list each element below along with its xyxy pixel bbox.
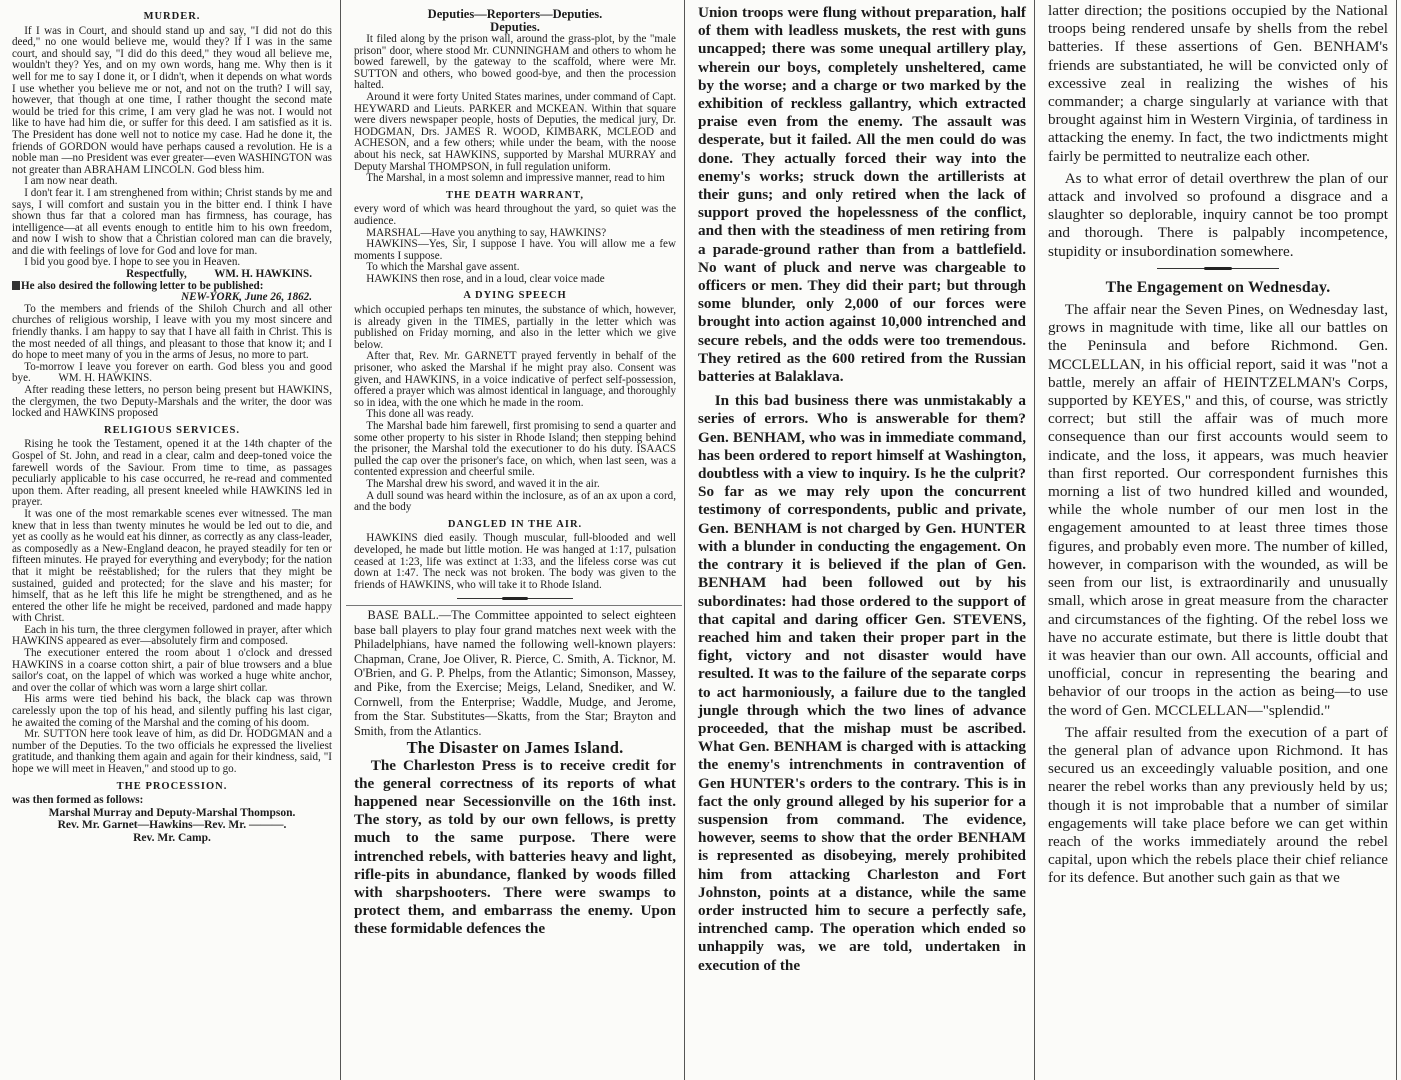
procession-line: Marshal Murray and Deputy-Marshal Thompson. <box>48 806 296 819</box>
paragraph: The Marshal drew his sword, and waved it in the air. <box>366 477 600 490</box>
paragraph: Mr. SUTTON here took leave of him, as did Dr. HODGMAN and a number of the Deputies. To the two officials he expressed the liveliest gratitude, and thanking them again and again for their kindness, said, "I hope we will meet in Heaven," and stood up to go. <box>12 728 332 775</box>
section-heading-james-island: The Disaster on James Island. <box>406 737 624 757</box>
column-3 <box>688 0 1030 1080</box>
section-heading-engagement: The Engagement on Wednesday. <box>1105 278 1331 296</box>
ink-blot-icon <box>12 281 20 290</box>
paragraph: It filed along by the prison wall, around the grass-plot, by the "male prison" door, where stood Mr. CUNNINGHAM and others to whom he bowed farewell, by the gateway to the scaffold, where were Mr. SUTTON and others, who bowed good-bye, and then the procession halted. <box>354 33 676 92</box>
procession-list <box>12 807 332 845</box>
paragraph: The executioner entered the room about 1 o'clock and dressed HAWKINS in a coarse cotton shirt, a pair of blue trowsers and a blue sailor's coat, on the lappel of which was worked a huge white anchor, and over the collar of which was worn a large shirt collar. <box>12 647 332 694</box>
column-rule <box>1396 0 1397 1080</box>
paragraph: The Marshal bade him farewell, first promising to send a quarter and some other property to his sister in Rhode Island; then stepping behind the prisoner, the Marshal told the executioner to do his duty. ISAACS pulled the cap over the prisoner's face, on which, when last seen, was a contented expression and cheerful smile. <box>354 420 676 479</box>
paragraph-base-ball: BASE BALL.—The Committee appointed to select eighteen base ball players to play four grand matches next week with the Philadelphians, have named the following well-known players: Chapman, Crane, Joe Oliver, R. Pierce, C. Smith, A. Ticknor, M. O'Brien, and G. P. Phelps, from the Atlantic; Simonson, Massey, and Pike, from the Exercise; Meigs, Leland, Snediker, and W. Cornwell, from the Enterprise; Waddle, Mudge, and Jerome, from the Star. Substitutes—Skatts, from the Star; Brayton and Smith, from the Atlantics. <box>354 608 676 738</box>
paragraph: It was one of the most remarkable scenes ever witnessed. The man knew that in less than twenty minutes he would be led out to die, and yet as coolly as he would eat his dinner, as correctly as any class-leader, as composedly as a New-England deacon, he prayed steadily for ten or fifteen minutes. He prayed for everything and everybody; for the nation that it might be reëstablished; for the rulers that they might be sustained, guided and protected; for the slave and his master; for himself, that as he left this life he might be strengthened, and as he entered the other life he might be received, pardoned and made happy with Christ. <box>12 507 332 625</box>
paragraph: His arms were tied behind his back, the black cap was thrown carelessly upon the top of his head, and silently puffing his last cigar, he awaited the coming of the Marshal and the coming of his doom. <box>12 693 332 729</box>
section-heading-death-warrant: THE DEATH WARRANT, <box>446 189 584 201</box>
paragraph: To the members and friends of the Shiloh Church and all other churches of religious worship, I leave with you my most sincere and friendly thanks. I am happy to say that I have all faith in Christ. This is the most needed of all things, and pleasant to those that know it; and I do hope to meet many of you in the arms of Jesus, no more to part. <box>12 302 332 362</box>
paragraph: In this bad business there was unmistakably a series of errors. Who is answerable for them? Gen. BENHAM, who was in immediate command, has been ordered to report himself at Washington, doubtless with a view to inquiry. Is he the culprit? So far as we may rely upon the concurrent testimony of correspondents, public and private, Gen. BENHAM is not charged by Gen. HUNTER with a blunder in conducting the engagement. On the contrary it is believed if the plan of Gen. BENHAM had been followed out by his subordinates: had those ordered to the support of that capital and daring officer Gen. STEVENS, reached him and taken their proper part in the fight, victory and not disaster would have resulted. It was to the failure of the separate corps to act harmoniously, a failure due to the tangled jungle through which the two lines of advance proceeded, that the mishap must be ascribed. What Gen. BENHAM is charged with is attacking the enemy's intrenchments in contravention of Gen HUNTER's orders to the contrary. This is in fact the only ground alleged by his superior for a suspension from command. The evidence, however, seems to show that the order BENHAM is represented as disobeying, merely prohibited him from attacking Charleston and Fort Johnston, points at a distance, while the same order instructed him to secure a perfectly safe, intrenched camp. The operation which ended so unhappily was, we are told, undertaken in execution of the <box>698 392 1026 974</box>
paragraph: A dull sound was heard within the inclosure, as of an ax upon a cord, and the body <box>354 489 676 514</box>
column-rule <box>684 0 685 1080</box>
section-heading-dangled: DANGLED IN THE AIR. <box>447 518 583 530</box>
paragraph: If I was in Court, and should stand up and say, "I did not do this deed," no one would believe me, would they? If I was in the same court, and should say, "I did do this deed," they woud all believe me, wouldn't they? Yes, and on my own words, hang me. Why then is it well for me to say I done it, or I didn't, when it depends on what words I use whether you believe me or not, and not on the truth? I will say, however, that though at one time, I rather thought the second mate would be tried for this crime, I am very glad he was not. I would not like to have had him die, or suffer for this deed. I am satisfied as it is. The President has done well not to notice my case. Had he done it, the friends of GORDON would have perhaps caused a revolution. He is a noble man —no President was ever greater—even WASHINGTON was not greater than ABRAHAM LINCOLN. God bless him. <box>12 24 332 176</box>
paragraph: Union troops were flung without preparation, half of them with leadless muskets, the rest with guns uncapped; there was some unequal artillery play, wherein our boys, completely unsheltered, came by the worse; and a charge or two marked by the exhibition of reckless gallantry, which extracted praise even from the enemy. The assault was desperate, but it failed. All the men could do was done. They actually forced their way into the enemy's works; struck down the artillerists at their guns; and only retired when the lack of support proved the hopelessness of the conflict, and then with the steadiness of men retiring from a parade-ground rather than from a battlefield. No want of pluck and nerve was chargeable to officers or men. They did their part; but through some blunder, only 2,000 of our forces were brought into action against 10,000 intrenched and secure rebels, and the odds were too tremendous. They retired as the 600 retired from the Russian batteries at Balaklava. <box>698 4 1026 386</box>
paragraph: which occupied perhaps ten minutes, the substance of which, however, is already given in the TIMES, partially in the letter which was published on Friday morning, and also in the letter which we give below. <box>354 304 676 351</box>
paragraph: was then formed as follows: <box>12 794 144 807</box>
paragraph: The Charleston Press is to receive credit for the general correctness of its reports of what happened near Secessionville on the 16th inst. The story, as told by our own fellows, is pretty much to the same purpose. There were intrenched rebels, with batteries heavy and light, rifle-pits in abundance, flanked by woods filled with sharpshooters. There were swamps to protect them, and embarrass the enemy. Upon these formidable defences the <box>354 756 676 938</box>
paragraph: The affair near the Seven Pines, on Wednesday last, grows in magnitude with time, like all our battles on the Peninsula and before Richmond. Gen. MCCLELLAN, in his official report, said it was "not a battle, merely an affair of HEINTZELMAN's Corps, supported by KEYES," and this, of course, was strictly correct; but still the affair was of much more consequence than our first accounts would seem to indicate, and the loss, it appears, was much heavier than first reported. Our correspondent furnishes this morning a list of two hundred killed and wounded, while the whole number of our men lost in the engagement amounted to at least three times those figures, and probably even more. The number of killed, however, in comparison with the wounded, as will be seen from our list, is extraordinarily and unusually small, which arose in great measure from the character and circumstances of the fighting. Of the rebel loss we have no accurate estimate, but there is little doubt that it was heavier than our own. All accounts, official and unofficial, concur in representing the bearing and behavior of our troops in the action as being—to use the word of Gen. MCCLELLAN—"splendid." <box>1048 301 1388 719</box>
paragraph: HAWKINS then rose, and in a loud, clear voice made <box>366 272 605 285</box>
paragraph: As to what error of detail overthrew the plan of our attack and involved so profound a disgrace and a slaughter so deplorable, inquiry cannot be too prompt and thorough. There is palpably incompetence, stupidity or insubordination somewhere. <box>1048 169 1388 260</box>
column-rule <box>340 0 341 1080</box>
paragraph: Each in his turn, the three clergymen followed in prayer, after which HAWKINS appeared as ever—absolutely firm and composed. <box>12 623 332 648</box>
paragraph: I am now near death. <box>24 175 118 188</box>
paragraph: Around it were forty United States marines, under command of Capt. HEYWARD and Lieuts. PARKER and MCKEAN. Within that square were divers newspaper people, hosts of Deputies, the medical jury, Dr. HODGMAN, Drs. JAMES R. WOOD, KIMBARK, MCLEOD and ACHESON, and a few others; while under the beam, with the noose about his neck, sat HAWKINS, supported by Marshal MURRAY and Deputy Marshal THOMPSON, in full regulation uniform. <box>354 90 676 173</box>
paragraph: To which the Marshal gave assent. <box>366 261 520 274</box>
section-subheading-deputies: Deputies. <box>490 20 540 34</box>
paragraph: After reading these letters, no person being present but HAWKINS, the clergymen, the two Deputy-Marshals and the writer, the door was locked and HAWKINS proposed <box>12 384 332 420</box>
column-4 <box>1040 0 1392 1080</box>
paragraph: This done all was ready. <box>366 408 474 421</box>
paragraph: Rising he took the Testament, opened it at the 14th chapter of the Gospel of St. John, and read in a clear, calm and deep-toned voice the farewell words of the Saviour. From time to time, as passages peculiarly applicable to his case occurred, he re-read and commented upon them. After reading, all present kneeled while HAWKINS led in prayer. <box>12 438 332 509</box>
article-separator <box>1048 263 1388 273</box>
article-separator <box>354 593 676 603</box>
section-heading-deputies: Deputies—Reporters—Deputies. <box>427 7 603 21</box>
paragraph: I don't fear it. I am strenghened from within; Christ stands by me and says, I will comfort and sustain you in the bitter end. I think I have shown thus far that a colored man has firmness, has courage, has intelligence—at all events enough to entitle him to his own freedom, and now I wish to show that a Christian colored man can die bravely, and die with feelings of love for God and love for man. <box>12 186 332 257</box>
paragraph: MARSHAL—Have you anything to say, HAWKINS? <box>366 226 607 239</box>
paragraph: HAWKINS—Yes, Sir, I suppose I have. You will allow me a few moments I suppose. <box>354 238 676 262</box>
paragraph: The affair resulted from the execution of a part of the general plan of advance upon Richmond. It has secured us an exceedingly valuable position, and one nearer the rebel works than any previously held by us; though it is not improbable that a number of similar engagements will take place before we can get within reach of the works immediately around the rebel capital, upon which the rebels place their chief reliance for its defence. But another such gain as that we <box>1048 723 1388 887</box>
paragraph: After that, Rev. Mr. GARNETT prayed fervently in behalf of the prisoner, who asked the Marshal if he might pray also. Consent was given, and HAWKINS, in a voice indicative of perfect self-possession, offered a prayer which was almost identical in language, and thoroughly so in idea, with the one which he made in the room. <box>354 350 676 409</box>
paragraph-letter-intro: He also desired the following letter to be published: <box>12 281 332 293</box>
box-rule <box>346 605 682 606</box>
paragraph: HAWKINS died easily. Though muscular, full-blooded and well developed, he made but little motion. He was hanged at 1:17, pulsation ceased at 1:23, life was extinct at 1:33, and the lifeless corse was cut down at 1:47. The neck was not broken. The body was given to the friends of HAWKINS, who will take it to Rhode Island. <box>354 532 676 591</box>
dateline: NEW-YORK, June 26, 1862. <box>181 291 312 304</box>
paragraph: every word of which was heard throughout the yard, so quiet was the audience. <box>354 203 676 227</box>
signature-hawkins: Respectfully, WM. H. HAWKINS. <box>126 268 312 281</box>
section-heading-religious-services: RELIGIOUS SERVICES. <box>104 424 240 436</box>
paragraph: To-morrow I leave you forever on earth. God bless you and good bye. WM. H. HAWKINS. <box>12 360 335 385</box>
section-heading-procession: THE PROCESSION. <box>116 780 228 792</box>
paragraph: The Marshal, in a most solemn and impressive manner, read to him <box>366 172 665 185</box>
procession-line: Rev. Mr. Camp. <box>133 831 211 844</box>
section-heading-murder: MURDER. <box>143 11 201 22</box>
paragraph: I bid you good bye. I hope to see you in Heaven. <box>24 256 241 269</box>
paragraph: latter direction; the positions occupied by the National troops being rendered unsafe by shells from the rebel batteries. If these assertions of Gen. BENHAM's friends are substantiated, he will be convicted only of excessive zeal in realizing the wishes of his commander; a charge singularly at variance with that brought against him in Western Virginia, of tardiness in attacking the enemy. In fact, the two indictments might fairly be permitted to neutralize each other. <box>1048 2 1388 165</box>
procession-line: Rev. Mr. Garnet—Hawkins—Rev. Mr. ———. <box>57 819 287 832</box>
column-rule <box>1034 0 1035 1080</box>
section-heading-dying-speech: A DYING SPEECH <box>463 290 567 302</box>
column-2 <box>346 0 682 1080</box>
column-1 <box>4 0 336 1080</box>
